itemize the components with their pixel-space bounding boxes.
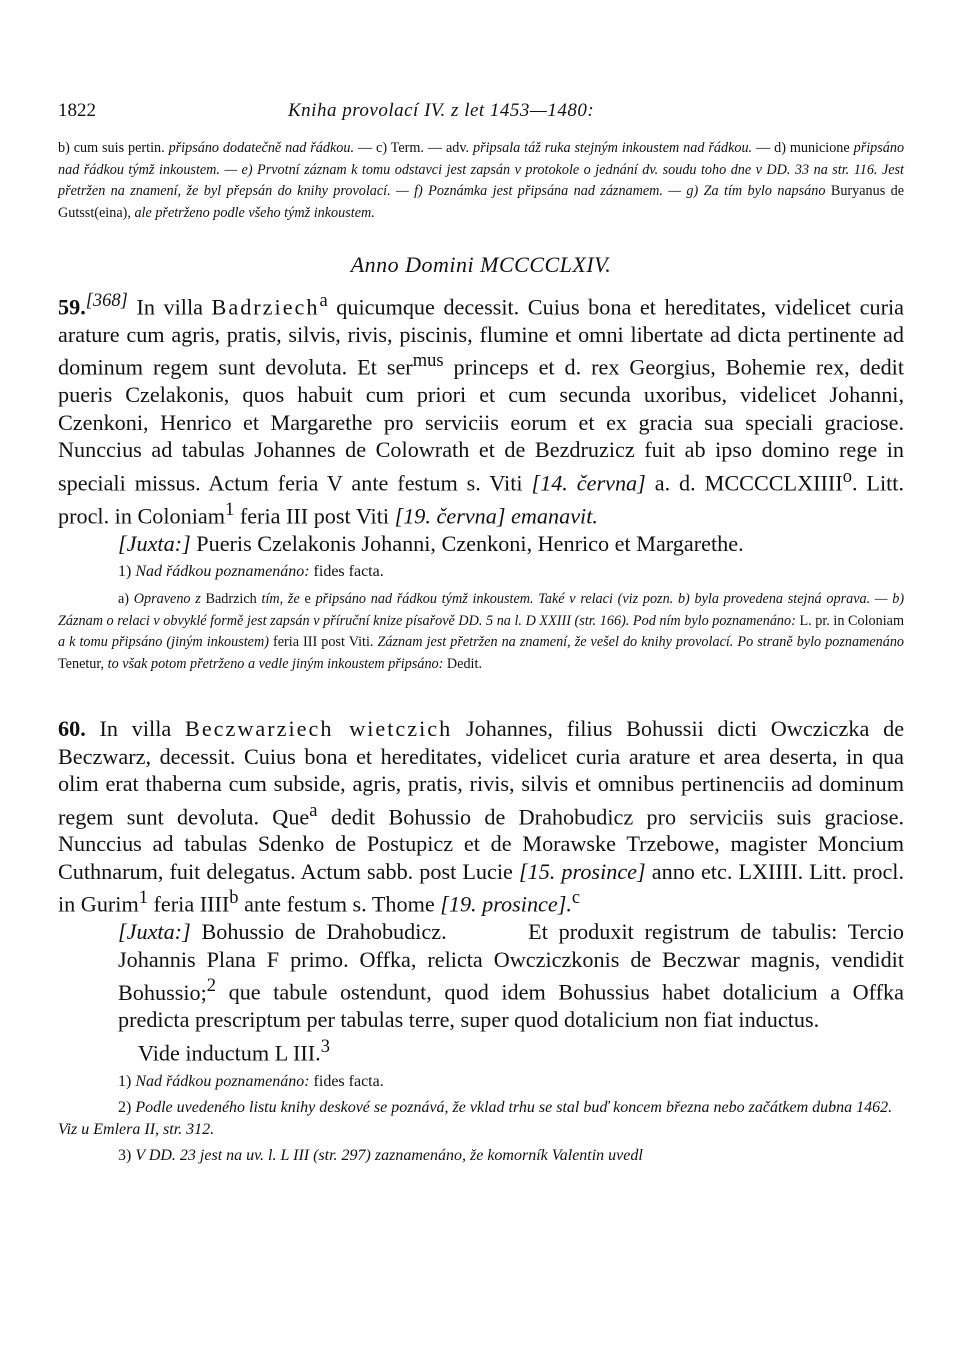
footnote-mark: 1) bbox=[118, 563, 132, 581]
entry-text: anno etc. LXIIII. Litt. procl. in Gurim bbox=[58, 858, 905, 917]
entry-lead: In villa bbox=[136, 294, 203, 320]
note-d-italic: připsáno nad řádkou týmž inkoustem. bbox=[58, 140, 905, 178]
top-notes bbox=[58, 138, 904, 224]
note-mark: a bbox=[309, 800, 318, 821]
note-c: — c) Term. — adv. bbox=[357, 140, 470, 156]
page-number: 1822 bbox=[58, 100, 96, 121]
entry-text: que tabule ostendunt, quod idem Bohussius habet dotalicium a Offka predicta prescriptum per tabulas terre, super quod dotalicium non fiat inductus. bbox=[118, 979, 904, 1033]
juxta-label: [Juxta:] bbox=[118, 919, 191, 945]
note-text: e bbox=[304, 591, 311, 608]
note-f: — f) Poznámka jest připsána nad záznamem. bbox=[396, 183, 663, 199]
entry-text: Johannes, filius Bohussii dicti Owcziczka de Beczwarz, decessit. Cuius bona et hereditates, videlicet curia arature et area deserta, in qua olim erat thaberna cum subside, agris, pratis, rivis, silvis et omnibus pertinenciis ad dominum regem sunt devoluta. Que bbox=[58, 716, 905, 829]
entry-number: 60. bbox=[58, 716, 86, 742]
page bbox=[58, 100, 904, 1167]
note-italic: tím, že bbox=[261, 591, 300, 608]
note-text: L. pr. in Coloniam bbox=[799, 612, 905, 629]
note-mark: a bbox=[319, 291, 328, 311]
footnote-text: fides facta. bbox=[313, 563, 384, 581]
note-text: Tenetur, bbox=[58, 655, 105, 672]
vide-text: Vide inductum L III. bbox=[138, 1040, 321, 1066]
date-note: [19. června] bbox=[394, 503, 506, 529]
note-e: — e) Prvotní záznam k tomu odstavci jest zapsán v protokole o jednání dv. soudu toho dne v DD. 33 na str. 116. Jest přetržen na znamení, že byl přepsán do knihy provolací. bbox=[58, 161, 904, 199]
note-c-italic: připsala táž ruka stejným inkoustem nad řádkou. bbox=[472, 140, 753, 156]
juxta-text: Pueris Czelakonis Johanni, Czenkoni, Henrico et Margarethe. bbox=[196, 530, 744, 556]
juxta-text: Bohussio de Drahobudicz. bbox=[201, 919, 447, 945]
footnote-mark: 2 bbox=[206, 976, 217, 997]
entry-text: princeps et d. rex Georgius, Bohemie rex, dedit pueris Czelakonis, quos habuit cum priori et cum secunda uxoribus, videlicet Johanni, Czenkoni, Henrico et Margarethe pro serviciis eorum et ex gracia sua speciali graciose. Nunccius ad tabulas Johannes de Colowrath et de Bezdruzicz fuit ab ipso domino rege in speciali missus. Actum feria V ante festum s. Viti bbox=[58, 354, 905, 496]
note-text: Badrzich bbox=[205, 591, 257, 608]
entry-text: emanavit. bbox=[511, 503, 598, 529]
place-name: Badrziech bbox=[211, 294, 320, 320]
footnote-italic: Nad řádkou poznamenáno: bbox=[135, 563, 310, 581]
entry-59-notes bbox=[58, 589, 904, 675]
entry-text: dedit Bohussio de Drahobudicz pro serviciis suis graciose. Nunccius ad tabulas Sdenko de Postupicz et de Morawske Trzebowe, magister Moncium Cuthnarum, fuit delegatus. Actum sabb. post Lucie bbox=[58, 803, 905, 884]
note-italic: a k tomu připsáno (jiným inkoustem) bbox=[58, 634, 269, 651]
entry-60 bbox=[58, 715, 904, 1067]
note-text: feria III post Viti. bbox=[273, 634, 374, 651]
note-mark: a) bbox=[118, 591, 130, 608]
juxta-label: [Juxta:] bbox=[118, 530, 191, 556]
entry-text: quicumque decessit. Cuius bona et hereditates, videlicet curia arature cum agris, pratis, silvis, rivis, piscinis, flumine et omni libertate ad dicta pertinente ad dominum regem sunt devoluta. Et ser bbox=[58, 294, 904, 380]
note-italic: připsáno nad řádkou týmž inkoustem. Také v relaci (viz pozn. b) byla provedena stejná oprava. — b) Záznam o relaci v obvyklé formě jest zapsán v příruční knize písařově DD. 5 na l. D XXIII (str. 166). Pod ním bylo poznamenáno: bbox=[58, 591, 905, 629]
page-title: Kniha provolací IV. z let 1453—1480: bbox=[288, 100, 595, 121]
footnote-italic: Nad řádkou poznamenáno: bbox=[135, 1072, 310, 1090]
date-note: [14. června] bbox=[531, 470, 646, 496]
footnote-mark: 1 bbox=[138, 888, 148, 909]
note-text: Dedit. bbox=[446, 655, 482, 672]
date-note: [19. prosince]. bbox=[440, 891, 572, 917]
footnote-mark: 2) bbox=[118, 1098, 132, 1116]
footnote-text: fides facta. bbox=[313, 1072, 384, 1090]
note-mark: b bbox=[229, 888, 239, 909]
footnote-2 bbox=[58, 1097, 904, 1141]
section-heading: Anno Domini MCCCCLXIV. bbox=[350, 252, 612, 277]
footnote-1 bbox=[58, 1071, 904, 1093]
superscript: o bbox=[842, 466, 852, 487]
footnote-mark: 3) bbox=[118, 1146, 132, 1164]
entry-text: a. d. MCCCCLXIIII bbox=[654, 470, 843, 496]
footnote-3 bbox=[58, 1145, 904, 1167]
date-note: [15. prosince] bbox=[518, 858, 646, 884]
footnote-mark: 3 bbox=[320, 1036, 330, 1057]
note-g: — g) Za tím bylo napsáno bbox=[668, 183, 826, 199]
entry-59 bbox=[58, 288, 904, 557]
place-name: Beczwarziech wietczich bbox=[185, 716, 453, 742]
footnote-text: Podle uvedeného listu knihy deskové se poznává, že vklad trhu se stal buď koncem března nebo začátkem dubna 1462. Viz u Emlera II, str. 312. bbox=[58, 1098, 893, 1138]
note-italic: Opraveno z bbox=[133, 591, 201, 608]
note-g-italic: ale přetrženo podle všeho týmž inkoustem. bbox=[134, 204, 375, 221]
entry-number: 59. bbox=[58, 294, 86, 320]
entry-text: feria III post Viti bbox=[239, 503, 390, 529]
footnote-mark: 1) bbox=[118, 1072, 132, 1090]
note-mark: c bbox=[571, 888, 581, 909]
footnote-1 bbox=[58, 561, 904, 583]
note-d: — d) municione bbox=[756, 140, 850, 156]
footnote-text: V DD. 23 jest na uv. l. L III (str. 297) zaznamenáno, že komorník Valentin uvedl bbox=[135, 1146, 643, 1164]
note-b-italic: připsáno dodatečně nad řádkou. bbox=[168, 140, 355, 156]
note-italic: to však potom přetrženo a vedle jiným inkoustem připsáno: bbox=[107, 655, 444, 672]
entry-ref: [368] bbox=[85, 291, 128, 311]
note-b: b) cum suis pertin. bbox=[58, 140, 165, 156]
entry-text: ante festum s. Thome bbox=[244, 891, 435, 917]
entry-lead: In villa bbox=[99, 716, 172, 742]
entry-text: . Litt. procl. in Coloniam bbox=[58, 470, 905, 529]
superscript: mus bbox=[412, 351, 444, 372]
running-head bbox=[58, 100, 904, 130]
note-g-text: Buryanus de Gutsst(eina), bbox=[58, 183, 905, 221]
entry-text: feria IIII bbox=[153, 891, 230, 917]
entry-text: Et produxit registrum de tabulis: Tercio Johannis Plana F primo. Offka, relicta Owcziczkonis de Beczwar magnis, vendidit Bohussio; bbox=[118, 919, 905, 1005]
note-italic: Záznam jest přetržen na znamení, že vešel do knihy provolací. Po straně bylo poznamenáno bbox=[377, 634, 905, 651]
footnote-mark: 1 bbox=[225, 499, 235, 520]
